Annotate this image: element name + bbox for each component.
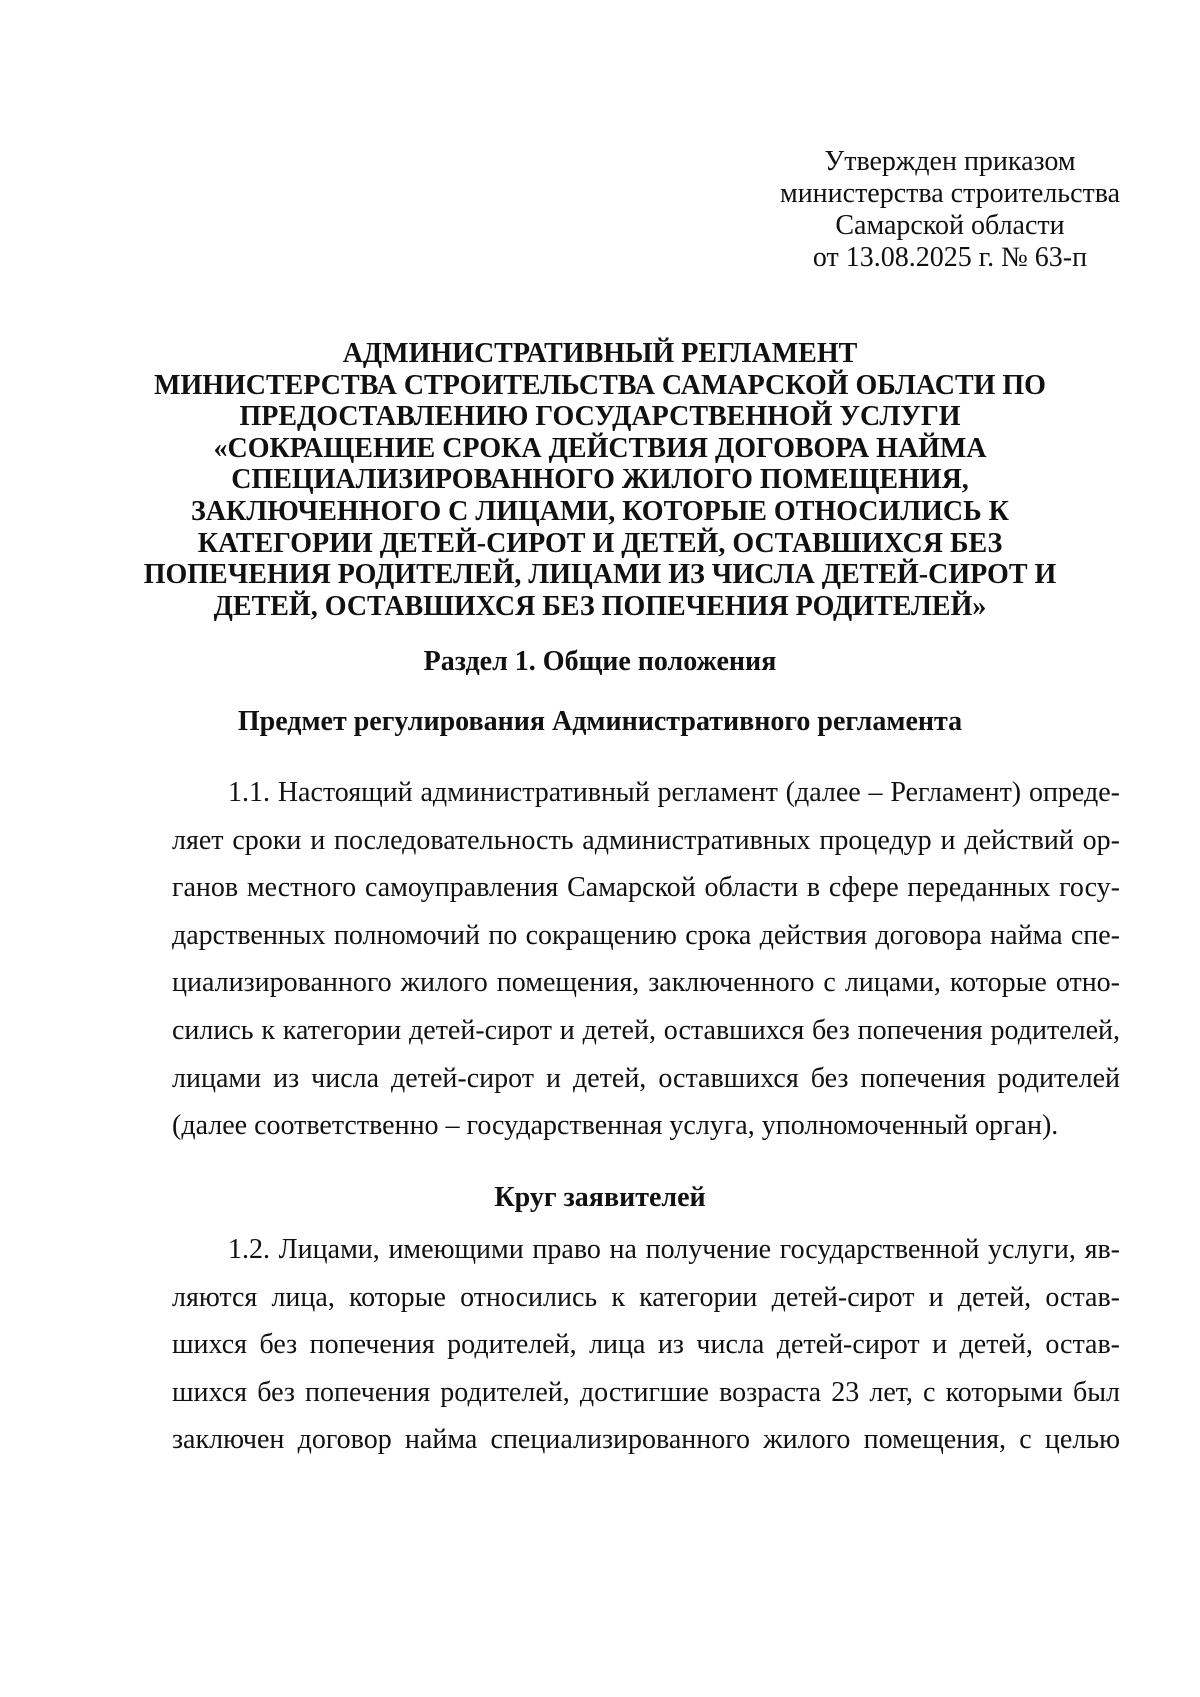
paragraph-line: шихся без попечения родителей, лица из числа детей-сирот и детей, остав- <box>172 1329 1120 1361</box>
paragraph-line: 1.2. Лицами, имеющими право на получение государственной услуги, яв- <box>228 1234 1120 1265</box>
title-line: ПРЕДОСТАВЛЕНИЮ ГОСУДАРСТВЕННОЙ УСЛУГИ <box>239 401 961 433</box>
paragraph-line: дарственных полномочий по сокращению срока действия договора найма спе- <box>172 919 1120 951</box>
paragraph-line: лицами из числа детей-сирот и детей, оставшихся без попечения родителей <box>172 1062 1120 1094</box>
paragraph-line: 1.1. Настоящий административный регламент (далее – Регламент) опреде- <box>228 777 1120 808</box>
paragraph-line: ганов местного самоуправления Самарской области в сфере переданных госу- <box>172 872 1120 904</box>
paragraph-line: (далее соответственно – государственная услуга, уполномоченный орган). <box>172 1110 1059 1142</box>
paragraph-line: шихся без попечения родителей, достигшие возраста 23 лет, с которыми был <box>172 1376 1120 1408</box>
subject-heading: Предмет регулирования Административного регламента <box>237 706 963 737</box>
title-line: ЗАКЛЮЧЕННОГО С ЛИЦАМИ, КОТОРЫЕ ОТНОСИЛИСЬ К <box>191 495 1009 527</box>
paragraph-line: циализированного жилого помещения, заключенного с лицами, которые отно- <box>172 967 1120 999</box>
title-line: КАТЕГОРИИ ДЕТЕЙ-СИРОТ И ДЕТЕЙ, ОСТАВШИХСЯ БЕЗ <box>197 527 1003 559</box>
paragraph-line: ляет сроки и последовательность административных процедур и действий ор- <box>172 824 1120 856</box>
paragraph-1-2 <box>172 1226 1120 1464</box>
title-line: ДЕТЕЙ, ОСТАВШИХСЯ БЕЗ ПОПЕЧЕНИЯ РОДИТЕЛЕЙ» <box>213 590 987 622</box>
approval-stamp <box>700 146 1200 274</box>
applicants-heading: Круг заявителей <box>494 1182 706 1213</box>
approval-line: Утвержден приказом <box>824 146 1076 177</box>
title-line: МИНИСТЕРСТВА СТРОИТЕЛЬСТВА САМАРСКОЙ ОБЛАСТИ ПО <box>154 369 1046 401</box>
paragraph-line: заключен договор найма специализированного жилого помещения, с целью <box>172 1424 1120 1456</box>
title-line: ПОПЕЧЕНИЯ РОДИТЕЛЕЙ, ЛИЦАМИ ИЗ ЧИСЛА ДЕТЕЙ-СИРОТ И <box>143 559 1057 591</box>
title-line: СПЕЦИАЛИЗИРОВАННОГО ЖИЛОГО ПОМЕЩЕНИЯ, <box>231 464 969 496</box>
approval-line: от 13.08.2025 г. № 63-п <box>812 242 1088 273</box>
section-1-heading: Раздел 1. Общие положения <box>423 646 777 677</box>
approval-line: министерства строительства <box>779 178 1121 209</box>
paragraph-line: ляются лица, которые относились к категории детей-сирот и детей, остав- <box>172 1281 1120 1313</box>
paragraph-1-1 <box>172 769 1120 1150</box>
paragraph-line: сились к категории детей-сирот и детей, оставшихся без попечения родителей, <box>172 1014 1120 1046</box>
document-title <box>130 338 1070 622</box>
title-line: АДМИНИСТРАТИВНЫЙ РЕГЛАМЕНТ <box>342 338 858 369</box>
title-line: «СОКРАЩЕНИЕ СРОКА ДЕЙСТВИЯ ДОГОВОРА НАЙМА <box>213 432 987 464</box>
approval-line: Самарской области <box>835 210 1065 241</box>
